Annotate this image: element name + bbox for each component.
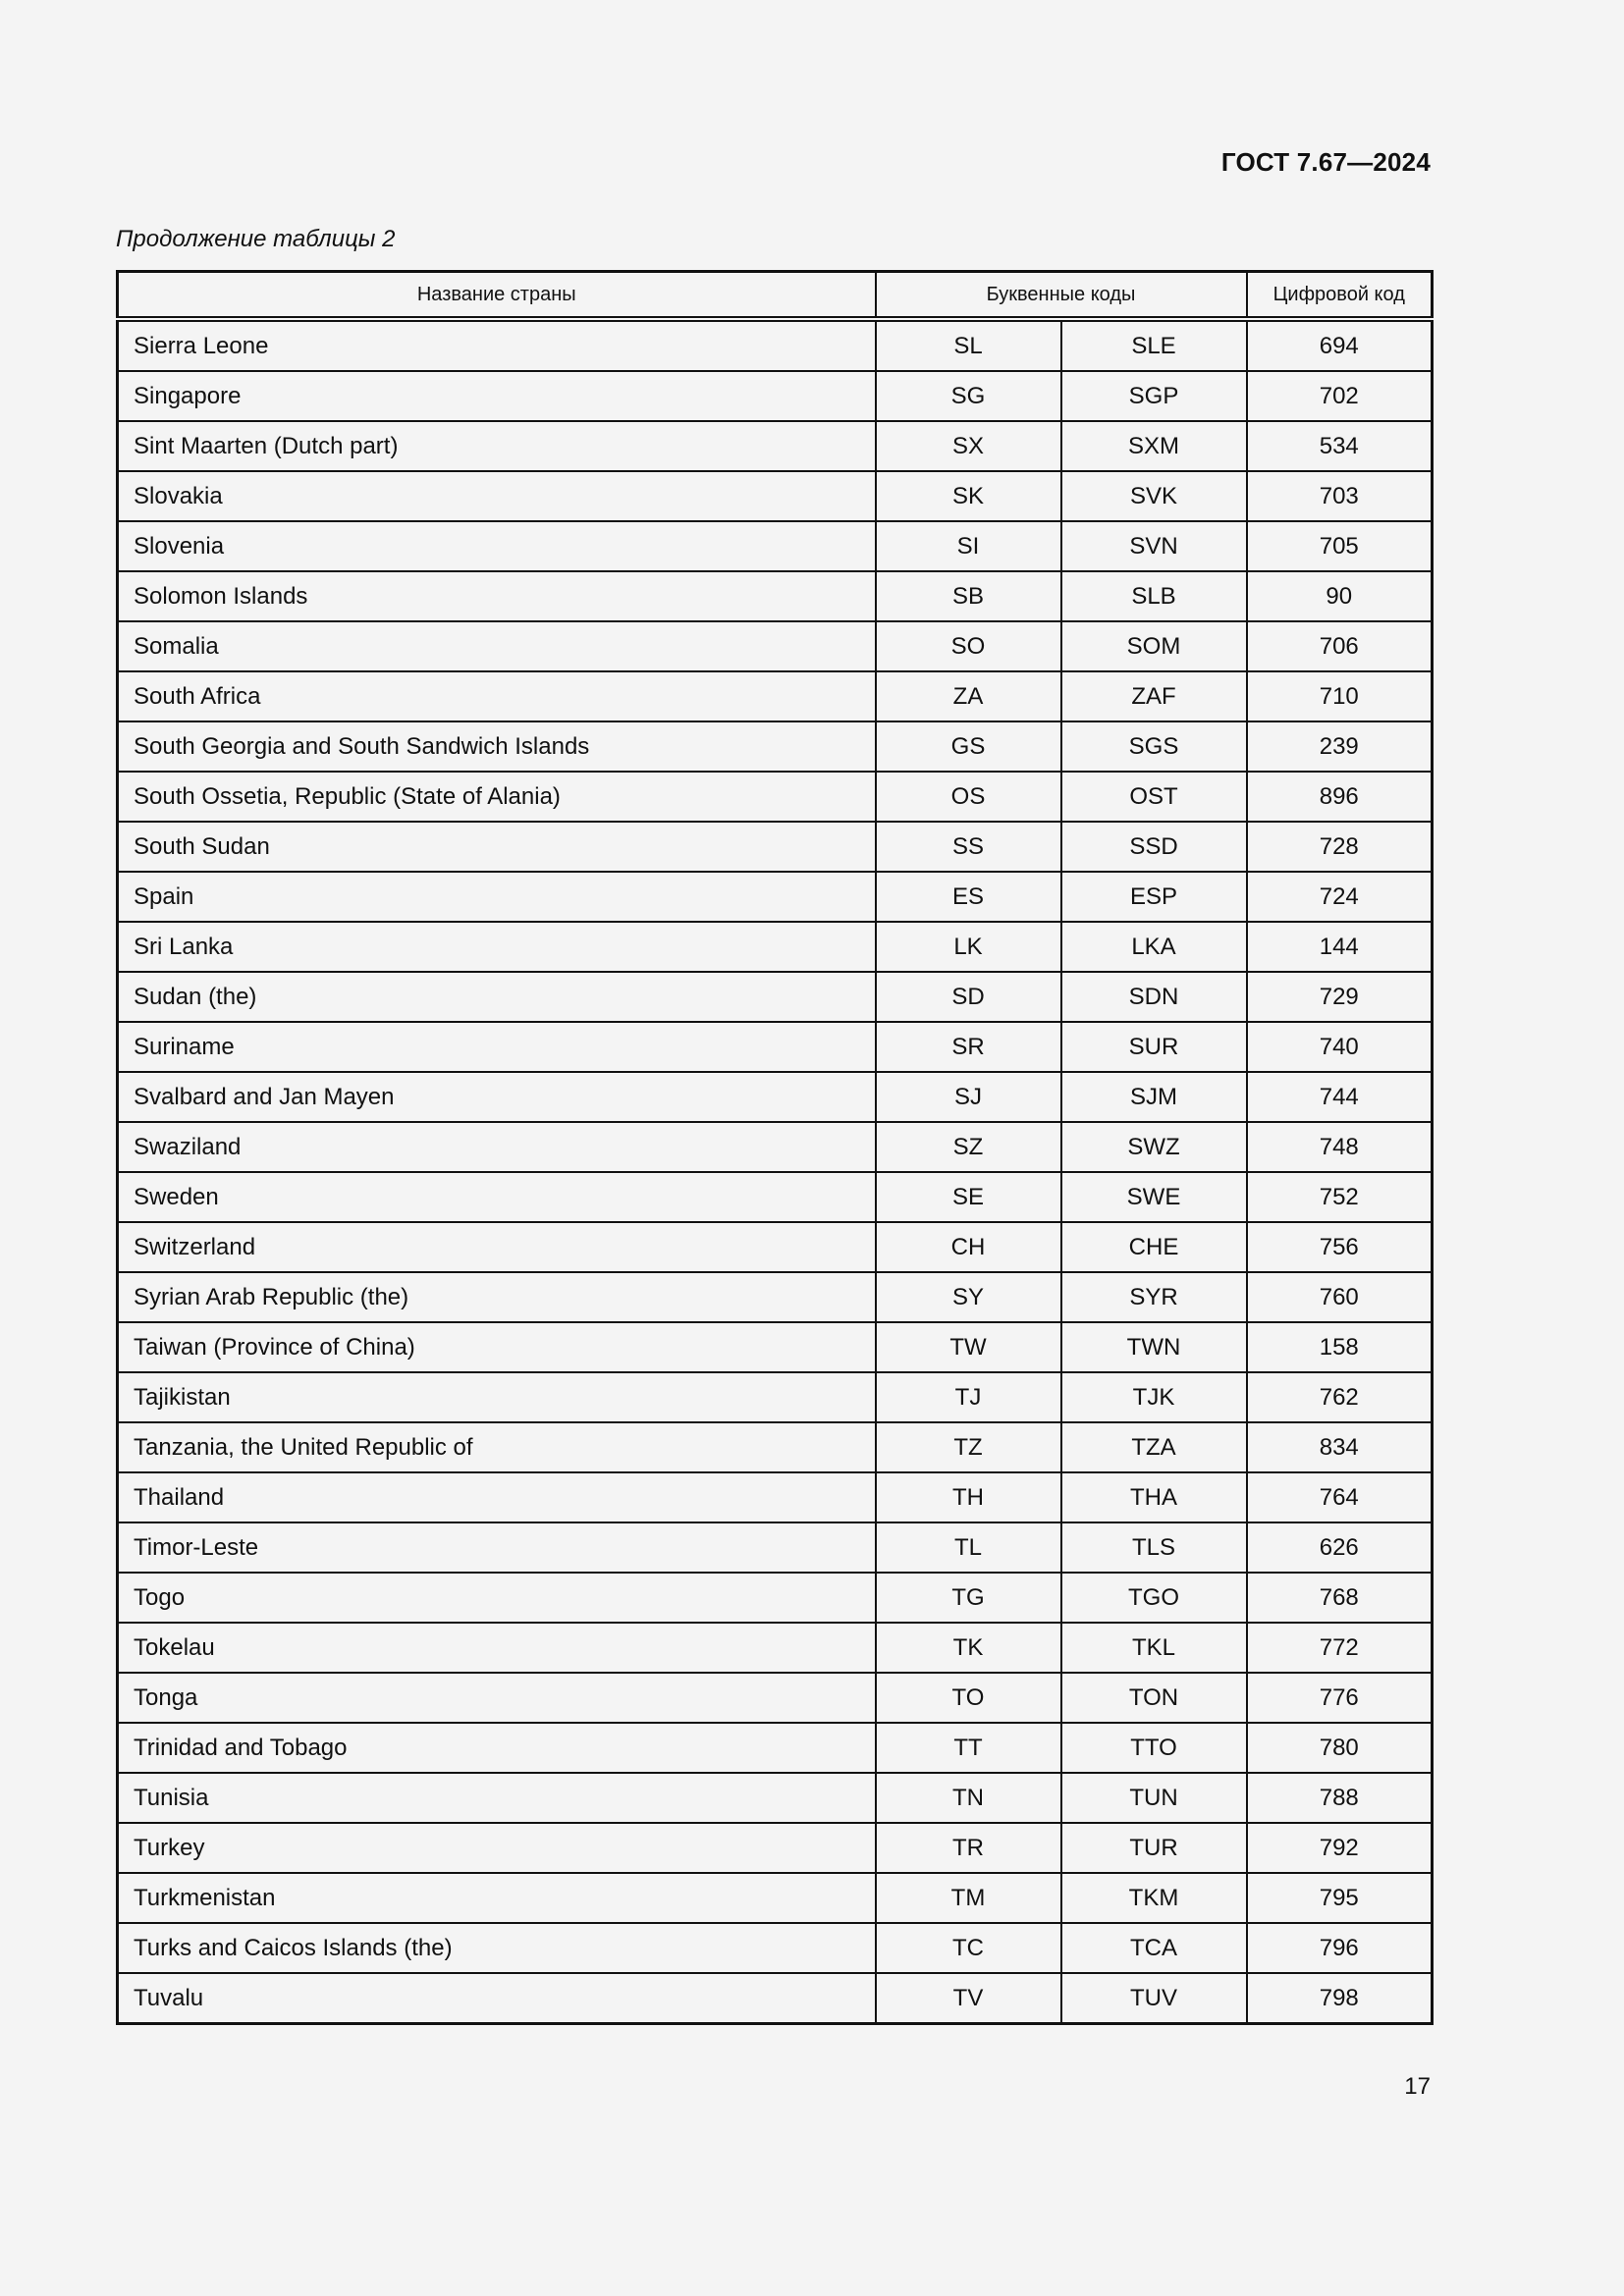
alpha2-code-cell: SI: [876, 521, 1061, 571]
alpha3-code-cell: SSD: [1061, 822, 1247, 872]
alpha3-code-cell: OST: [1061, 772, 1247, 822]
numeric-code-cell: 788: [1247, 1773, 1433, 1823]
table-row: [118, 1823, 1433, 1873]
alpha2-code-cell: SS: [876, 822, 1061, 872]
table-row: [118, 822, 1433, 872]
header-numeric-code: Цифровой код: [1247, 272, 1433, 320]
country-name-cell: Turks and Caicos Islands (the): [118, 1923, 876, 1973]
alpha3-code-cell: TKM: [1061, 1873, 1247, 1923]
table-row: [118, 471, 1433, 521]
alpha3-code-cell: TCA: [1061, 1923, 1247, 1973]
alpha3-code-cell: TUR: [1061, 1823, 1247, 1873]
numeric-code-cell: 748: [1247, 1122, 1433, 1172]
table-row: [118, 1222, 1433, 1272]
table-row: [118, 1422, 1433, 1472]
country-name-cell: Sierra Leone: [118, 319, 876, 371]
country-codes-table: [116, 270, 1434, 2025]
table-header-row: [118, 272, 1433, 320]
table-row: [118, 1873, 1433, 1923]
table-row: [118, 1072, 1433, 1122]
country-name-cell: Thailand: [118, 1472, 876, 1522]
alpha2-code-cell: TL: [876, 1522, 1061, 1573]
numeric-code-cell: 760: [1247, 1272, 1433, 1322]
alpha3-code-cell: TZA: [1061, 1422, 1247, 1472]
alpha3-code-cell: SOM: [1061, 621, 1247, 671]
country-name-cell: Spain: [118, 872, 876, 922]
header-country-name: Название страны: [118, 272, 876, 320]
country-name-cell: Tokelau: [118, 1623, 876, 1673]
table-row: [118, 521, 1433, 571]
numeric-code-cell: 744: [1247, 1072, 1433, 1122]
numeric-code-cell: 702: [1247, 371, 1433, 421]
numeric-code-cell: 798: [1247, 1973, 1433, 2024]
numeric-code-cell: 762: [1247, 1372, 1433, 1422]
alpha2-code-cell: TN: [876, 1773, 1061, 1823]
table-body: [118, 319, 1433, 2024]
alpha2-code-cell: SZ: [876, 1122, 1061, 1172]
table-row: [118, 1923, 1433, 1973]
country-name-cell: Solomon Islands: [118, 571, 876, 621]
alpha2-code-cell: SO: [876, 621, 1061, 671]
table-row: [118, 1172, 1433, 1222]
table-row: [118, 1623, 1433, 1673]
alpha3-code-cell: SYR: [1061, 1272, 1247, 1322]
country-name-cell: Sweden: [118, 1172, 876, 1222]
country-name-cell: Slovenia: [118, 521, 876, 571]
alpha3-code-cell: TUV: [1061, 1973, 1247, 2024]
alpha3-code-cell: TGO: [1061, 1573, 1247, 1623]
table-row: [118, 371, 1433, 421]
country-name-cell: Suriname: [118, 1022, 876, 1072]
alpha3-code-cell: THA: [1061, 1472, 1247, 1522]
alpha3-code-cell: SWE: [1061, 1172, 1247, 1222]
alpha3-code-cell: SGS: [1061, 721, 1247, 772]
country-name-cell: Syrian Arab Republic (the): [118, 1272, 876, 1322]
alpha2-code-cell: TG: [876, 1573, 1061, 1623]
table-row: [118, 1372, 1433, 1422]
numeric-code-cell: 752: [1247, 1172, 1433, 1222]
numeric-code-cell: 896: [1247, 772, 1433, 822]
alpha2-code-cell: TK: [876, 1623, 1061, 1673]
table-row: [118, 872, 1433, 922]
alpha3-code-cell: TKL: [1061, 1623, 1247, 1673]
country-name-cell: South Sudan: [118, 822, 876, 872]
numeric-code-cell: 764: [1247, 1472, 1433, 1522]
numeric-code-cell: 626: [1247, 1522, 1433, 1573]
numeric-code-cell: 710: [1247, 671, 1433, 721]
alpha3-code-cell: SUR: [1061, 1022, 1247, 1072]
country-name-cell: Tunisia: [118, 1773, 876, 1823]
alpha3-code-cell: SVK: [1061, 471, 1247, 521]
country-name-cell: Svalbard and Jan Mayen: [118, 1072, 876, 1122]
country-name-cell: Sudan (the): [118, 972, 876, 1022]
numeric-code-cell: 703: [1247, 471, 1433, 521]
country-name-cell: South Africa: [118, 671, 876, 721]
alpha2-code-cell: SK: [876, 471, 1061, 521]
table-row: [118, 1973, 1433, 2024]
country-name-cell: Tajikistan: [118, 1372, 876, 1422]
table-row: [118, 1272, 1433, 1322]
numeric-code-cell: 705: [1247, 521, 1433, 571]
numeric-code-cell: 729: [1247, 972, 1433, 1022]
table-row: [118, 1122, 1433, 1172]
alpha3-code-cell: SGP: [1061, 371, 1247, 421]
alpha2-code-cell: TW: [876, 1322, 1061, 1372]
numeric-code-cell: 239: [1247, 721, 1433, 772]
country-name-cell: Timor-Leste: [118, 1522, 876, 1573]
alpha2-code-cell: CH: [876, 1222, 1061, 1272]
alpha2-code-cell: SY: [876, 1272, 1061, 1322]
table-row: [118, 1522, 1433, 1573]
table-row: [118, 1773, 1433, 1823]
alpha2-code-cell: SJ: [876, 1072, 1061, 1122]
alpha2-code-cell: SB: [876, 571, 1061, 621]
numeric-code-cell: 772: [1247, 1623, 1433, 1673]
alpha2-code-cell: SD: [876, 972, 1061, 1022]
numeric-code-cell: 792: [1247, 1823, 1433, 1873]
table-row: [118, 671, 1433, 721]
page-number: 17: [1404, 2073, 1431, 2100]
alpha2-code-cell: ES: [876, 872, 1061, 922]
table-row: [118, 1322, 1433, 1372]
alpha3-code-cell: ESP: [1061, 872, 1247, 922]
numeric-code-cell: 768: [1247, 1573, 1433, 1623]
country-name-cell: Swaziland: [118, 1122, 876, 1172]
alpha3-code-cell: TLS: [1061, 1522, 1247, 1573]
alpha2-code-cell: SX: [876, 421, 1061, 471]
numeric-code-cell: 834: [1247, 1422, 1433, 1472]
table-continuation-caption: Продолжение таблицы 2: [116, 226, 396, 252]
alpha3-code-cell: TUN: [1061, 1773, 1247, 1823]
numeric-code-cell: 740: [1247, 1022, 1433, 1072]
table-row: [118, 772, 1433, 822]
country-name-cell: Tonga: [118, 1673, 876, 1723]
country-name-cell: Tuvalu: [118, 1973, 876, 2024]
alpha3-code-cell: CHE: [1061, 1222, 1247, 1272]
table-row: [118, 721, 1433, 772]
alpha2-code-cell: GS: [876, 721, 1061, 772]
numeric-code-cell: 776: [1247, 1673, 1433, 1723]
numeric-code-cell: 724: [1247, 872, 1433, 922]
numeric-code-cell: 534: [1247, 421, 1433, 471]
table-row: [118, 319, 1433, 371]
table-row: [118, 621, 1433, 671]
alpha2-code-cell: TT: [876, 1723, 1061, 1773]
country-name-cell: Sint Maarten (Dutch part): [118, 421, 876, 471]
alpha2-code-cell: ZA: [876, 671, 1061, 721]
country-name-cell: Sri Lanka: [118, 922, 876, 972]
numeric-code-cell: 694: [1247, 319, 1433, 371]
alpha2-code-cell: TC: [876, 1923, 1061, 1973]
country-name-cell: Switzerland: [118, 1222, 876, 1272]
table-row: [118, 421, 1433, 471]
alpha2-code-cell: TO: [876, 1673, 1061, 1723]
alpha3-code-cell: ZAF: [1061, 671, 1247, 721]
alpha2-code-cell: TZ: [876, 1422, 1061, 1472]
alpha2-code-cell: OS: [876, 772, 1061, 822]
table-row: [118, 571, 1433, 621]
alpha2-code-cell: SL: [876, 319, 1061, 371]
country-name-cell: Turkey: [118, 1823, 876, 1873]
country-name-cell: South Georgia and South Sandwich Islands: [118, 721, 876, 772]
table-row: [118, 1022, 1433, 1072]
table-row: [118, 1472, 1433, 1522]
alpha3-code-cell: TTO: [1061, 1723, 1247, 1773]
country-name-cell: Singapore: [118, 371, 876, 421]
document-code: ГОСТ 7.67—2024: [1220, 147, 1431, 177]
header-alpha-codes: Буквенные коды: [876, 272, 1247, 320]
table-row: [118, 1573, 1433, 1623]
alpha3-code-cell: SLE: [1061, 319, 1247, 371]
country-name-cell: Togo: [118, 1573, 876, 1623]
numeric-code-cell: 706: [1247, 621, 1433, 671]
table-row: [118, 922, 1433, 972]
alpha2-code-cell: TH: [876, 1472, 1061, 1522]
alpha2-code-cell: SE: [876, 1172, 1061, 1222]
country-name-cell: Turkmenistan: [118, 1873, 876, 1923]
numeric-code-cell: 728: [1247, 822, 1433, 872]
alpha2-code-cell: TR: [876, 1823, 1061, 1873]
alpha2-code-cell: LK: [876, 922, 1061, 972]
country-name-cell: Trinidad and Tobago: [118, 1723, 876, 1773]
numeric-code-cell: 144: [1247, 922, 1433, 972]
country-name-cell: South Ossetia, Republic (State of Alania): [118, 772, 876, 822]
numeric-code-cell: 780: [1247, 1723, 1433, 1773]
alpha2-code-cell: SR: [876, 1022, 1061, 1072]
alpha3-code-cell: SXM: [1061, 421, 1247, 471]
alpha3-code-cell: SVN: [1061, 521, 1247, 571]
numeric-code-cell: 795: [1247, 1873, 1433, 1923]
alpha3-code-cell: TWN: [1061, 1322, 1247, 1372]
numeric-code-cell: 756: [1247, 1222, 1433, 1272]
country-name-cell: Somalia: [118, 621, 876, 671]
country-name-cell: Tanzania, the United Republic of: [118, 1422, 876, 1472]
alpha2-code-cell: SG: [876, 371, 1061, 421]
numeric-code-cell: 796: [1247, 1923, 1433, 1973]
alpha3-code-cell: LKA: [1061, 922, 1247, 972]
table-row: [118, 1723, 1433, 1773]
alpha2-code-cell: TM: [876, 1873, 1061, 1923]
numeric-code-cell: 158: [1247, 1322, 1433, 1372]
numeric-code-cell: 90: [1247, 571, 1433, 621]
alpha3-code-cell: TON: [1061, 1673, 1247, 1723]
alpha2-code-cell: TV: [876, 1973, 1061, 2024]
alpha3-code-cell: SLB: [1061, 571, 1247, 621]
alpha2-code-cell: TJ: [876, 1372, 1061, 1422]
country-name-cell: Taiwan (Province of China): [118, 1322, 876, 1372]
table-row: [118, 1673, 1433, 1723]
country-name-cell: Slovakia: [118, 471, 876, 521]
table-row: [118, 972, 1433, 1022]
alpha3-code-cell: SWZ: [1061, 1122, 1247, 1172]
alpha3-code-cell: TJK: [1061, 1372, 1247, 1422]
alpha3-code-cell: SJM: [1061, 1072, 1247, 1122]
alpha3-code-cell: SDN: [1061, 972, 1247, 1022]
